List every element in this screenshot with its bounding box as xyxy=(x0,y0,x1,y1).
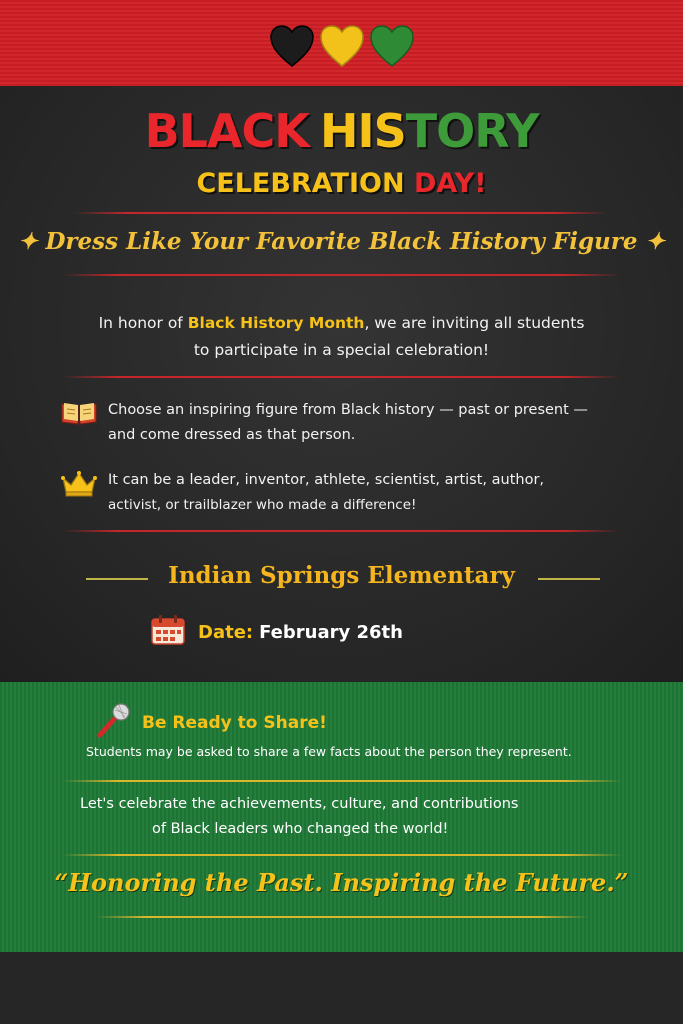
page-title xyxy=(0,104,683,158)
tagline xyxy=(0,228,683,255)
divider xyxy=(62,530,620,532)
green-heart-icon xyxy=(369,24,415,68)
share-heading-text: Be Ready to Share! xyxy=(142,712,327,733)
hearts-row xyxy=(0,24,683,68)
share-description: Students may be asked to share a few facts about the person they represent. xyxy=(86,744,572,759)
date-value: February 26th xyxy=(259,622,403,643)
celebrate-line-1: Let's celebrate the achievements, culture, and contributions xyxy=(80,796,519,812)
bullet-text-line-1: It can be a leader, inventor, athlete, scientist, artist, author, xyxy=(108,472,545,488)
bullet-text-line-2: and come dressed as that person. xyxy=(108,427,356,443)
celebrate-paragraph xyxy=(80,792,600,842)
school-divider-right xyxy=(538,578,600,580)
black-heart-icon xyxy=(269,24,315,68)
share-heading xyxy=(94,702,327,743)
intro-highlight: Black History Month xyxy=(187,314,365,332)
intro-text: , we are inviting all students xyxy=(364,314,585,332)
page-subtitle xyxy=(0,168,683,199)
yellow-heart-icon xyxy=(319,24,365,68)
divider xyxy=(62,274,620,276)
divider xyxy=(62,376,620,378)
intro-paragraph xyxy=(60,310,623,364)
event-date xyxy=(150,614,403,651)
intro-line-2: to participate in a special celebration! xyxy=(193,341,490,359)
subtitle-day: DAY! xyxy=(413,168,487,199)
list-item xyxy=(60,398,620,448)
divider xyxy=(96,916,588,918)
date-label: Date: xyxy=(198,622,254,643)
list-item xyxy=(60,468,620,518)
title-word-black: BLACK xyxy=(144,104,309,158)
tagline-text: Dress Like Your Favorite Black History Figure xyxy=(45,228,638,255)
celebrate-line-2: of Black leaders who changed the world! xyxy=(152,821,449,837)
subtitle-celebration: CELEBRATION xyxy=(196,168,405,199)
title-word-his: HIS xyxy=(319,104,406,158)
intro-text: In honor of xyxy=(98,314,188,332)
open-book-icon xyxy=(60,398,100,448)
bullet-text-line-2: activist, or trailblazer who made a difference! xyxy=(108,497,417,513)
school-name: Indian Springs Elementary xyxy=(168,562,515,589)
title-word-tory: TORY xyxy=(405,104,539,158)
closing-quote: “Honoring the Past. Inspiring the Future.” xyxy=(54,868,629,897)
crown-icon xyxy=(60,468,100,518)
microphone-icon xyxy=(94,702,132,743)
sparkle-icon: ✦ xyxy=(18,228,38,255)
divider xyxy=(62,780,622,782)
calendar-icon xyxy=(150,614,186,651)
divider xyxy=(62,854,622,856)
footer-dark-band xyxy=(0,952,683,1024)
bullet-text-line-1: Choose an inspiring figure from Black history — past or present — xyxy=(108,402,588,418)
divider xyxy=(74,212,608,214)
sparkle-icon: ✦ xyxy=(645,228,665,255)
